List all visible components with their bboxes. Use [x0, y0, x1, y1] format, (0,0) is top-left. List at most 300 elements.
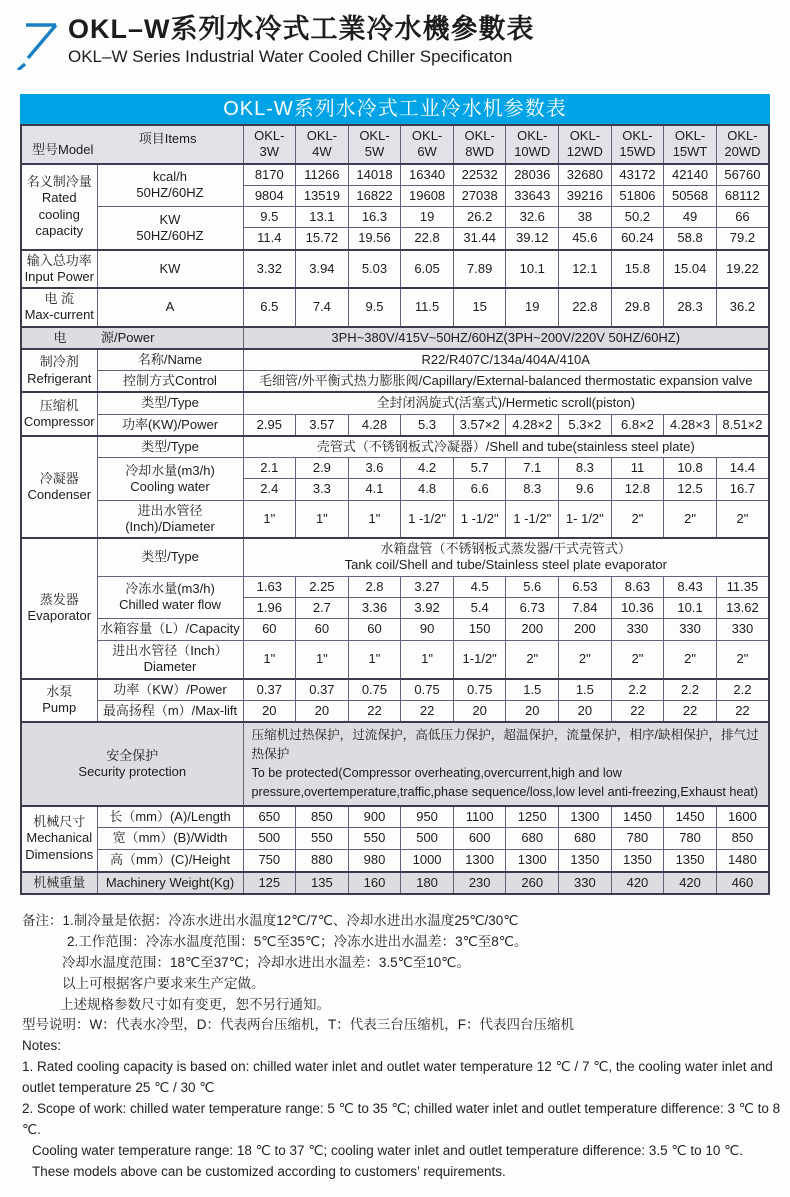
value-cell: 60	[243, 619, 296, 641]
value-cell: 22	[664, 700, 717, 722]
value-cell: 980	[348, 850, 401, 872]
value-cell: 1 -1/2"	[401, 500, 454, 538]
value-cell: 13.62	[716, 597, 769, 618]
row-label-chilled-water	[97, 576, 243, 619]
value-cell: 8.3	[506, 479, 559, 500]
model-name: OKL-4W	[306, 128, 338, 160]
value-cell: 22	[401, 700, 454, 722]
section-label-condenser	[21, 436, 97, 538]
label-en: 源/Power	[101, 329, 155, 345]
items-axis-label: 项目Items	[138, 131, 197, 146]
value-cell: 135	[296, 872, 349, 894]
model-name: OKL-6W	[411, 128, 443, 160]
value-cell: 3.36	[348, 597, 401, 618]
compressor-type-value: 全封闭涡旋式(活塞式)/Hermetic scroll(piston)	[243, 392, 769, 414]
table-row	[21, 458, 769, 479]
value-cell: 180	[401, 872, 454, 894]
value-cell: 200	[559, 619, 612, 641]
value-cell: 14.4	[716, 458, 769, 479]
row-label-control: 控制方式Control	[97, 371, 243, 393]
security-value-en: To be protected(Compressor overheating,overcurrent,high and low pressure,overtemperature,traffic,phase sequence/loss,low level anti-freezing,Exhaust heat)	[251, 765, 759, 799]
freq-label: 50HZ/60HZ	[136, 185, 204, 201]
value-cell: 900	[348, 806, 401, 828]
model-column-header	[401, 125, 454, 164]
value-cell: 230	[453, 872, 506, 894]
table-header-row	[21, 125, 769, 164]
power-supply-value: 3PH~380V/415V~50HZ/60HZ(3PH~200V/220V 50HZ/60HZ)	[243, 327, 769, 349]
value-cell: 4.28×2	[506, 414, 559, 436]
value-cell: 650	[243, 806, 296, 828]
value-cell: 45.6	[559, 228, 612, 250]
value-cell: 2"	[664, 641, 717, 679]
condenser-type-value: 壳管式（不锈钢板式冷凝器）/Shell and tube(stainless steel plate)	[243, 436, 769, 458]
value-cell: 1300	[559, 806, 612, 828]
value-cell: 9.5	[243, 207, 296, 228]
value-cell: 12.8	[611, 479, 664, 500]
table-row	[21, 207, 769, 228]
value-cell: 1- 1/2"	[559, 500, 612, 538]
value-cell: 1"	[243, 500, 296, 538]
table-row	[21, 872, 769, 894]
value-cell: 16340	[401, 164, 454, 186]
value-cell: 20	[559, 700, 612, 722]
row-label-weight: Machinery Weight(Kg)	[97, 872, 243, 894]
page-subtitle: OKL–W Series Industrial Water Cooled Chiller Specificaton	[68, 47, 513, 67]
evaporator-type-value	[243, 538, 769, 576]
value-cell: 33643	[506, 185, 559, 206]
value-cell: 1.5	[559, 679, 612, 701]
model-name: OKL-8WD	[464, 128, 495, 160]
value-cell: 2"	[506, 641, 559, 679]
table-row	[21, 828, 769, 850]
value-cell: 3.32	[243, 250, 296, 289]
value-cell: 32680	[559, 164, 612, 186]
row-label-kw	[97, 207, 243, 250]
value-cell: 22	[348, 700, 401, 722]
value-cell: 4.8	[401, 479, 454, 500]
note-line: 1. Rated cooling capacity is based on: chilled water inlet and outlet water temperature 12 ℃ / 7 ℃, the cooling water inlet and outlet temperature 25 ℃ / 30 ℃	[22, 1059, 773, 1096]
value-cell: 680	[506, 828, 559, 850]
value-cell: 22532	[453, 164, 506, 186]
value-cell: 38	[559, 207, 612, 228]
value-cell: 1.5	[506, 679, 559, 701]
spec-table-container	[20, 94, 770, 895]
row-label-unit: KW	[97, 250, 243, 289]
row-label-length: 长（mm）(A)/Length	[97, 806, 243, 828]
label-zh: 水泵	[46, 684, 73, 699]
value-cell: 5.3	[401, 414, 454, 436]
value-cell: 950	[401, 806, 454, 828]
model-column-header	[716, 125, 769, 164]
value-cell: 1100	[453, 806, 506, 828]
value-cell: 10.1	[664, 597, 717, 618]
value-cell: 2"	[716, 500, 769, 538]
value-cell: 39216	[559, 185, 612, 206]
value-cell: 20	[453, 700, 506, 722]
table-row	[21, 679, 769, 701]
value-cell: 2.4	[243, 479, 296, 500]
value-cell: 8.51×2	[716, 414, 769, 436]
masthead	[0, 6, 790, 80]
value-cell: 9.5	[348, 288, 401, 327]
label-zh: 进出水管径（Inch）	[112, 643, 228, 658]
value-cell: 780	[664, 828, 717, 850]
value-cell: 12.5	[664, 479, 717, 500]
label-en: Compressor	[23, 414, 95, 429]
value-cell: 20	[296, 700, 349, 722]
value-cell: 1"	[296, 641, 349, 679]
value-cell: 50568	[664, 185, 717, 206]
label-en: Cooling water	[130, 478, 210, 494]
note-line: Notes:	[22, 1038, 62, 1054]
type-value-en: Tank coil/Shell and tube/Stainless steel plate evaporator	[344, 557, 667, 573]
value-cell: 13519	[296, 185, 349, 206]
value-cell: 2"	[559, 641, 612, 679]
label-en: Input Power	[24, 268, 94, 284]
value-cell: 39.12	[506, 228, 559, 250]
row-label-type: 类型/Type	[97, 392, 243, 414]
value-cell: 60	[296, 619, 349, 641]
value-cell: 460	[716, 872, 769, 894]
model-axis-label: 型号Model	[32, 142, 94, 158]
value-cell: 3.6	[348, 458, 401, 479]
note-line: 2.工作范围：冷冻水温度范围：5℃至35℃；冷冻水进出水温差：3℃至8℃。	[67, 933, 528, 949]
value-cell: 1"	[296, 500, 349, 538]
table-row-power-supply	[21, 327, 769, 349]
value-cell: 850	[716, 828, 769, 850]
value-cell: 0.75	[348, 679, 401, 701]
value-cell: 8.3	[559, 458, 612, 479]
row-label-evaporator-pipe	[97, 641, 243, 679]
value-cell: 2.9	[296, 458, 349, 479]
section-label-compressor	[21, 392, 97, 436]
model-column-header	[506, 125, 559, 164]
table-row	[21, 500, 769, 538]
value-cell: 66	[716, 207, 769, 228]
model-name: OKL-15WD	[619, 128, 656, 160]
value-cell: 4.2	[401, 458, 454, 479]
section-label-dimensions	[21, 806, 97, 872]
table-row-compressor-type	[21, 392, 769, 414]
value-cell: 330	[611, 619, 664, 641]
value-cell: 12.1	[559, 250, 612, 289]
value-cell: 16.7	[716, 479, 769, 500]
section-label-refrigerant	[21, 349, 97, 393]
value-cell: 420	[664, 872, 717, 894]
row-label-compressor-power: 功率(KW)/Power	[97, 414, 243, 436]
value-cell: 10.1	[506, 250, 559, 289]
value-cell: 22.8	[401, 228, 454, 250]
note-line: 型号说明：W：代表水冷型，D：代表两台压缩机，T：代表三台压缩机，F：代表四台压缩机	[22, 1017, 574, 1033]
value-cell: 2.2	[664, 679, 717, 701]
table-row-evaporator-type	[21, 538, 769, 576]
table-row-security	[21, 722, 769, 806]
security-value	[243, 722, 769, 806]
value-cell: 5.03	[348, 250, 401, 289]
table-row	[21, 806, 769, 828]
value-cell: 500	[243, 828, 296, 850]
value-cell: 1-1/2"	[453, 641, 506, 679]
value-cell: 1450	[611, 806, 664, 828]
value-cell: 22.8	[559, 288, 612, 327]
value-cell: 4.1	[348, 479, 401, 500]
value-cell: 6.05	[401, 250, 454, 289]
value-cell: 10.8	[664, 458, 717, 479]
value-cell: 9.6	[559, 479, 612, 500]
value-cell: 50.2	[611, 207, 664, 228]
label-zh: 进出水管径	[137, 502, 203, 518]
type-value-zh: 水箱盘管（不锈钢板式蒸发器/干式壳管式）	[380, 541, 632, 556]
section-label-security	[21, 722, 243, 806]
value-cell: 330	[559, 872, 612, 894]
row-label-type: 类型/Type	[97, 436, 243, 458]
label-zh: 名义制冷量	[26, 174, 92, 189]
label-en: Condenser	[27, 486, 92, 502]
label-en: Max-current	[24, 307, 94, 323]
label-en: Refrigerant	[27, 370, 92, 386]
value-cell: 7.89	[453, 250, 506, 289]
label-zh: 冷凝器	[39, 470, 79, 486]
value-cell: 1300	[453, 850, 506, 872]
value-cell: 29.8	[611, 288, 664, 327]
value-cell: 11.5	[401, 288, 454, 327]
notes-section	[22, 911, 790, 1183]
value-cell: 11.35	[716, 576, 769, 597]
value-cell: 4.5	[453, 576, 506, 597]
value-cell: 11266	[296, 164, 349, 186]
section-label-input-power	[21, 250, 97, 289]
note-line: 以上可根据客户要求来生产定做。	[62, 975, 265, 991]
value-cell: 3.94	[296, 250, 349, 289]
brand-arrow-icon	[16, 16, 62, 70]
model-column-header	[664, 125, 717, 164]
value-cell: 20	[506, 700, 559, 722]
value-cell: 1000	[401, 850, 454, 872]
model-name: OKL-12WD	[566, 128, 603, 160]
value-cell: 60	[348, 619, 401, 641]
value-cell: 1"	[243, 641, 296, 679]
value-cell: 1350	[559, 850, 612, 872]
value-cell: 2"	[664, 500, 717, 538]
value-cell: 550	[348, 828, 401, 850]
label-en: Rated cooling capacity	[35, 190, 84, 238]
model-column-header	[559, 125, 612, 164]
value-cell: 43172	[611, 164, 664, 186]
value-cell: 26.2	[453, 207, 506, 228]
note-line: 冷却水温度范围：18℃至37℃；冷却水进出水温差：3.5℃至10℃。	[62, 954, 470, 970]
value-cell: 19608	[401, 185, 454, 206]
unit-label: KW	[159, 211, 181, 227]
label-zh: 机械尺寸	[33, 814, 86, 830]
value-cell: 1"	[348, 500, 401, 538]
label-en: Diameter	[143, 659, 197, 675]
value-cell: 6.73	[506, 597, 559, 618]
value-cell: 11	[611, 458, 664, 479]
label-zh: 输入总功率	[26, 252, 92, 268]
label-zh: 安全保护	[106, 747, 159, 763]
row-label-name: 名称/Name	[97, 349, 243, 371]
value-cell: 5.7	[453, 458, 506, 479]
model-name: OKL-15WT	[672, 128, 708, 160]
value-cell: 2.8	[348, 576, 401, 597]
value-cell: 125	[243, 872, 296, 894]
value-cell: 42140	[664, 164, 717, 186]
model-column-header	[611, 125, 664, 164]
model-name: OKL-3W	[254, 128, 285, 160]
note-line: 2. Scope of work: chilled water temperature range: 5 ℃ to 35 ℃; chilled water inlet and outlet temperature difference: 3 ℃ to 8 ℃.	[22, 1101, 781, 1138]
value-cell: 330	[664, 619, 717, 641]
value-cell: 2"	[716, 641, 769, 679]
value-cell: 10.36	[611, 597, 664, 618]
table-row-condenser-type	[21, 436, 769, 458]
label-en: Chilled water flow	[119, 597, 221, 613]
value-cell: 2.7	[296, 597, 349, 618]
value-cell: 330	[716, 619, 769, 641]
row-label-max-lift: 最高扬程（m）/Max-lift	[97, 700, 243, 722]
security-value-zh: 压缩机过热保护，过流保护，高低压力保护，超温保护，流量保护，相序/缺相保护，排气过热保护	[251, 728, 759, 761]
value-cell: 90	[401, 619, 454, 641]
value-cell: 15.8	[611, 250, 664, 289]
model-column-header	[243, 125, 296, 164]
value-cell: 22	[716, 700, 769, 722]
label-zh: 电 流	[44, 291, 75, 306]
freq-label: 50HZ/60HZ	[136, 227, 204, 243]
value-cell: 19	[401, 207, 454, 228]
value-cell: 28.3	[664, 288, 717, 327]
label-zh: 制冷剂	[39, 354, 79, 370]
label-zh: 电	[53, 329, 67, 345]
value-cell: 32.6	[506, 207, 559, 228]
label-en2: Dimensions	[25, 846, 94, 862]
value-cell: 1350	[664, 850, 717, 872]
value-cell: 1480	[716, 850, 769, 872]
value-cell: 3.57	[296, 414, 349, 436]
value-cell: 3.27	[401, 576, 454, 597]
label-zh: 压缩机	[39, 397, 79, 413]
value-cell: 15	[453, 288, 506, 327]
table-row	[21, 288, 769, 327]
model-name: OKL-10WD	[514, 128, 551, 160]
value-cell: 6.8×2	[611, 414, 664, 436]
value-cell: 8.43	[664, 576, 717, 597]
section-label-max-current	[21, 288, 97, 327]
value-cell: 60.24	[611, 228, 664, 250]
value-cell: 49	[664, 207, 717, 228]
value-cell: 5.3×2	[559, 414, 612, 436]
value-cell: 27038	[453, 185, 506, 206]
value-cell: 160	[348, 872, 401, 894]
value-cell: 1350	[611, 850, 664, 872]
spec-table	[20, 124, 770, 895]
value-cell: 7.84	[559, 597, 612, 618]
value-cell: 200	[506, 619, 559, 641]
row-label-condenser-pipe	[97, 500, 243, 538]
value-cell: 5.6	[506, 576, 559, 597]
value-cell: 56760	[716, 164, 769, 186]
value-cell: 8.63	[611, 576, 664, 597]
model-name: OKL-5W	[359, 128, 390, 160]
row-label-unit: A	[97, 288, 243, 327]
row-label-tank-capacity: 水箱容量（L）/Capacity	[97, 619, 243, 641]
value-cell: 1600	[716, 806, 769, 828]
value-cell: 8170	[243, 164, 296, 186]
value-cell: 36.2	[716, 288, 769, 327]
value-cell: 1.63	[243, 576, 296, 597]
value-cell: 22	[611, 700, 664, 722]
section-label-rated-cooling	[21, 164, 97, 250]
value-cell: 7.4	[296, 288, 349, 327]
value-cell: 680	[559, 828, 612, 850]
value-cell: 2.2	[716, 679, 769, 701]
value-cell: 15.04	[664, 250, 717, 289]
value-cell: 3.57×2	[453, 414, 506, 436]
value-cell: 2"	[611, 641, 664, 679]
note-line: 上述规格参数尺寸如有变更，恕不另行通知。	[60, 996, 330, 1012]
row-label-power-supply	[21, 327, 243, 349]
table-row	[21, 576, 769, 597]
value-cell: 1"	[348, 641, 401, 679]
label-en1: Mechanical	[26, 830, 93, 846]
model-column-header	[348, 125, 401, 164]
value-cell: 260	[506, 872, 559, 894]
value-cell: 58.8	[664, 228, 717, 250]
value-cell: 0.75	[453, 679, 506, 701]
value-cell: 2.95	[243, 414, 296, 436]
unit-label: kcal/h	[153, 169, 187, 184]
value-cell: 850	[296, 806, 349, 828]
value-cell: 4.28	[348, 414, 401, 436]
value-cell: 16.3	[348, 207, 401, 228]
value-cell: 0.37	[243, 679, 296, 701]
label-en: Pump	[42, 700, 77, 716]
value-cell: 600	[453, 828, 506, 850]
value-cell: 9804	[243, 185, 296, 206]
value-cell: 150	[453, 619, 506, 641]
label-zh: 冷冻水量(m3/h)	[125, 581, 215, 596]
value-cell: 1450	[664, 806, 717, 828]
row-label-width: 宽（mm）(B)/Width	[97, 828, 243, 850]
table-title: OKL-W系列水冷式工业冷水机参数表	[20, 94, 770, 124]
value-cell: 0.37	[296, 679, 349, 701]
value-cell: 19.56	[348, 228, 401, 250]
table-row	[21, 414, 769, 436]
value-cell: 20	[243, 700, 296, 722]
value-cell: 1 -1/2"	[506, 500, 559, 538]
value-cell: 5.4	[453, 597, 506, 618]
note-line: Cooling water temperature range: 18 ℃ to 37 ℃; cooling water inlet and outlet temperature difference: 3.5 ℃ to 10 ℃.	[32, 1142, 744, 1158]
label-zh: 蒸发器	[39, 592, 79, 607]
value-cell: 2.1	[243, 458, 296, 479]
value-cell: 2.2	[611, 679, 664, 701]
row-label-height: 高（mm）(C)/Height	[97, 850, 243, 872]
label-zh: 冷却水量(m3/h)	[125, 462, 215, 478]
value-cell: 1.96	[243, 597, 296, 618]
value-cell: 14018	[348, 164, 401, 186]
masthead-titles	[68, 14, 535, 67]
label-en: Security protection	[78, 763, 187, 779]
value-cell: 11.4	[243, 228, 296, 250]
value-cell: 2.25	[296, 576, 349, 597]
value-cell: 51806	[611, 185, 664, 206]
model-column-header	[453, 125, 506, 164]
value-cell: 6.6	[453, 479, 506, 500]
model-name: OKL-20WD	[724, 128, 761, 160]
note-line: These models above can be customized according to customers’ requirements.	[32, 1163, 506, 1179]
value-cell: 6.5	[243, 288, 296, 327]
value-cell: 550	[296, 828, 349, 850]
value-cell: 1250	[506, 806, 559, 828]
value-cell: 31.44	[453, 228, 506, 250]
